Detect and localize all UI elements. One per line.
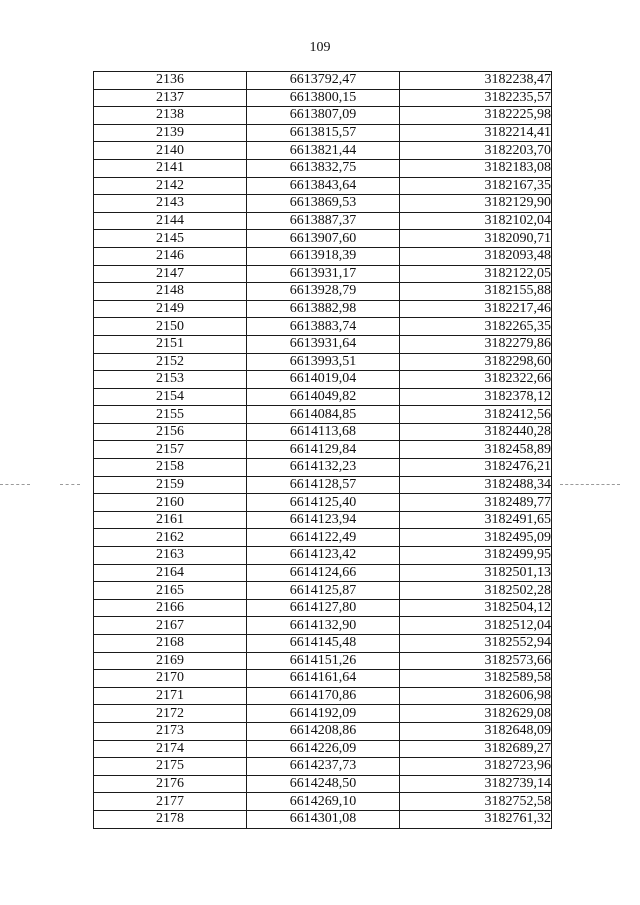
table-row (94, 265, 552, 283)
y-coordinate-cell: 3182739,14 (400, 775, 552, 793)
point-number-cell: 2142 (94, 177, 247, 195)
x-coordinate-cell: 6614248,50 (247, 775, 400, 793)
table-row (94, 547, 552, 565)
table-row (94, 511, 552, 529)
y-coordinate-cell: 3182573,66 (400, 652, 552, 670)
table-row (94, 423, 552, 441)
y-coordinate-cell: 3182265,35 (400, 318, 552, 336)
point-number-cell: 2170 (94, 670, 247, 688)
y-coordinate-cell: 3182491,65 (400, 511, 552, 529)
y-coordinate-cell: 3182093,48 (400, 247, 552, 265)
x-coordinate-cell: 6613928,79 (247, 283, 400, 301)
point-number-cell: 2165 (94, 582, 247, 600)
table-row (94, 670, 552, 688)
table-row (94, 687, 552, 705)
table-row (94, 212, 552, 230)
table-row (94, 300, 552, 318)
table-row (94, 775, 552, 793)
x-coordinate-cell: 6614145,48 (247, 635, 400, 653)
point-number-cell: 2149 (94, 300, 247, 318)
x-coordinate-cell: 6614125,87 (247, 582, 400, 600)
x-coordinate-cell: 6614208,86 (247, 722, 400, 740)
point-number-cell: 2178 (94, 810, 247, 828)
point-number-cell: 2143 (94, 195, 247, 213)
x-coordinate-cell: 6613883,74 (247, 318, 400, 336)
table-row (94, 283, 552, 301)
scan-fold-mark-left-inner (60, 484, 80, 486)
x-coordinate-cell: 6614226,09 (247, 740, 400, 758)
table-row (94, 107, 552, 125)
table-row (94, 652, 552, 670)
table-row (94, 72, 552, 90)
table-row (94, 247, 552, 265)
table-row (94, 230, 552, 248)
y-coordinate-cell: 3182512,04 (400, 617, 552, 635)
y-coordinate-cell: 3182214,41 (400, 124, 552, 142)
table-row (94, 793, 552, 811)
table-row (94, 635, 552, 653)
x-coordinate-cell: 6613815,57 (247, 124, 400, 142)
y-coordinate-cell: 3182235,57 (400, 89, 552, 107)
x-coordinate-cell: 6614019,04 (247, 371, 400, 389)
table-row (94, 459, 552, 477)
y-coordinate-cell: 3182501,13 (400, 564, 552, 582)
point-number-cell: 2169 (94, 652, 247, 670)
point-number-cell: 2172 (94, 705, 247, 723)
point-number-cell: 2168 (94, 635, 247, 653)
y-coordinate-cell: 3182552,94 (400, 635, 552, 653)
x-coordinate-cell: 6613993,51 (247, 353, 400, 371)
x-coordinate-cell: 6614084,85 (247, 406, 400, 424)
point-number-cell: 2158 (94, 459, 247, 477)
y-coordinate-cell: 3182155,88 (400, 283, 552, 301)
point-number-cell: 2156 (94, 423, 247, 441)
point-number-cell: 2174 (94, 740, 247, 758)
table-row (94, 494, 552, 512)
point-number-cell: 2160 (94, 494, 247, 512)
x-coordinate-cell: 6613907,60 (247, 230, 400, 248)
table-row (94, 124, 552, 142)
y-coordinate-cell: 3182488,34 (400, 476, 552, 494)
y-coordinate-cell: 3182298,60 (400, 353, 552, 371)
table-row (94, 195, 552, 213)
table-row (94, 353, 552, 371)
y-coordinate-cell: 3182589,58 (400, 670, 552, 688)
y-coordinate-cell: 3182378,12 (400, 388, 552, 406)
point-number-cell: 2146 (94, 247, 247, 265)
y-coordinate-cell: 3182458,89 (400, 441, 552, 459)
point-number-cell: 2167 (94, 617, 247, 635)
point-number-cell: 2154 (94, 388, 247, 406)
x-coordinate-cell: 6614124,66 (247, 564, 400, 582)
y-coordinate-cell: 3182489,77 (400, 494, 552, 512)
table-row (94, 740, 552, 758)
scan-fold-mark-left (0, 484, 30, 486)
table-row (94, 89, 552, 107)
y-coordinate-cell: 3182504,12 (400, 599, 552, 617)
x-coordinate-cell: 6614161,64 (247, 670, 400, 688)
point-number-cell: 2138 (94, 107, 247, 125)
coordinates-table-body (94, 72, 552, 829)
y-coordinate-cell: 3182238,47 (400, 72, 552, 90)
y-coordinate-cell: 3182440,28 (400, 423, 552, 441)
y-coordinate-cell: 3182723,96 (400, 758, 552, 776)
x-coordinate-cell: 6614123,94 (247, 511, 400, 529)
table-row (94, 177, 552, 195)
table-row (94, 617, 552, 635)
y-coordinate-cell: 3182129,90 (400, 195, 552, 213)
coordinates-table (93, 71, 552, 829)
y-coordinate-cell: 3182167,35 (400, 177, 552, 195)
y-coordinate-cell: 3182183,08 (400, 159, 552, 177)
x-coordinate-cell: 6614301,08 (247, 810, 400, 828)
page-number: 109 (309, 40, 331, 55)
point-number-cell: 2153 (94, 371, 247, 389)
point-number-cell: 2140 (94, 142, 247, 160)
x-coordinate-cell: 6614049,82 (247, 388, 400, 406)
x-coordinate-cell: 6614122,49 (247, 529, 400, 547)
x-coordinate-cell: 6613931,17 (247, 265, 400, 283)
x-coordinate-cell: 6614151,26 (247, 652, 400, 670)
point-number-cell: 2148 (94, 283, 247, 301)
x-coordinate-cell: 6613918,39 (247, 247, 400, 265)
x-coordinate-cell: 6613931,64 (247, 335, 400, 353)
point-number-cell: 2166 (94, 599, 247, 617)
y-coordinate-cell: 3182090,71 (400, 230, 552, 248)
point-number-cell: 2150 (94, 318, 247, 336)
y-coordinate-cell: 3182752,58 (400, 793, 552, 811)
point-number-cell: 2164 (94, 564, 247, 582)
y-coordinate-cell: 3182629,08 (400, 705, 552, 723)
scan-fold-mark-right (560, 484, 620, 486)
y-coordinate-cell: 3182102,04 (400, 212, 552, 230)
table-row (94, 318, 552, 336)
y-coordinate-cell: 3182499,95 (400, 547, 552, 565)
y-coordinate-cell: 3182122,05 (400, 265, 552, 283)
point-number-cell: 2137 (94, 89, 247, 107)
table-row (94, 388, 552, 406)
table-row (94, 722, 552, 740)
table-row (94, 335, 552, 353)
x-coordinate-cell: 6613832,75 (247, 159, 400, 177)
x-coordinate-cell: 6613807,09 (247, 107, 400, 125)
point-number-cell: 2176 (94, 775, 247, 793)
x-coordinate-cell: 6614269,10 (247, 793, 400, 811)
x-coordinate-cell: 6614170,86 (247, 687, 400, 705)
table-row (94, 582, 552, 600)
table-row (94, 758, 552, 776)
x-coordinate-cell: 6614127,80 (247, 599, 400, 617)
x-coordinate-cell: 6613792,47 (247, 72, 400, 90)
x-coordinate-cell: 6613869,53 (247, 195, 400, 213)
point-number-cell: 2177 (94, 793, 247, 811)
y-coordinate-cell: 3182225,98 (400, 107, 552, 125)
y-coordinate-cell: 3182322,66 (400, 371, 552, 389)
point-number-cell: 2159 (94, 476, 247, 494)
point-number-cell: 2152 (94, 353, 247, 371)
table-row (94, 371, 552, 389)
y-coordinate-cell: 3182217,46 (400, 300, 552, 318)
point-number-cell: 2144 (94, 212, 247, 230)
y-coordinate-cell: 3182606,98 (400, 687, 552, 705)
y-coordinate-cell: 3182689,27 (400, 740, 552, 758)
point-number-cell: 2136 (94, 72, 247, 90)
point-number-cell: 2147 (94, 265, 247, 283)
y-coordinate-cell: 3182761,32 (400, 810, 552, 828)
y-coordinate-cell: 3182502,28 (400, 582, 552, 600)
x-coordinate-cell: 6614128,57 (247, 476, 400, 494)
x-coordinate-cell: 6614129,84 (247, 441, 400, 459)
table-row (94, 142, 552, 160)
table-row (94, 705, 552, 723)
point-number-cell: 2163 (94, 547, 247, 565)
point-number-cell: 2141 (94, 159, 247, 177)
y-coordinate-cell: 3182495,09 (400, 529, 552, 547)
x-coordinate-cell: 6613843,64 (247, 177, 400, 195)
point-number-cell: 2155 (94, 406, 247, 424)
x-coordinate-cell: 6614113,68 (247, 423, 400, 441)
y-coordinate-cell: 3182476,21 (400, 459, 552, 477)
point-number-cell: 2173 (94, 722, 247, 740)
y-coordinate-cell: 3182412,56 (400, 406, 552, 424)
point-number-cell: 2145 (94, 230, 247, 248)
point-number-cell: 2161 (94, 511, 247, 529)
point-number-cell: 2139 (94, 124, 247, 142)
x-coordinate-cell: 6614192,09 (247, 705, 400, 723)
point-number-cell: 2175 (94, 758, 247, 776)
table-row (94, 599, 552, 617)
table-row (94, 406, 552, 424)
x-coordinate-cell: 6613887,37 (247, 212, 400, 230)
table-row (94, 529, 552, 547)
table-row (94, 441, 552, 459)
table-row (94, 564, 552, 582)
x-coordinate-cell: 6614132,23 (247, 459, 400, 477)
x-coordinate-cell: 6613821,44 (247, 142, 400, 160)
table-row (94, 476, 552, 494)
y-coordinate-cell: 3182279,86 (400, 335, 552, 353)
point-number-cell: 2157 (94, 441, 247, 459)
x-coordinate-cell: 6614132,90 (247, 617, 400, 635)
point-number-cell: 2171 (94, 687, 247, 705)
point-number-cell: 2151 (94, 335, 247, 353)
table-row (94, 159, 552, 177)
y-coordinate-cell: 3182203,70 (400, 142, 552, 160)
x-coordinate-cell: 6614123,42 (247, 547, 400, 565)
table-row (94, 810, 552, 828)
x-coordinate-cell: 6613800,15 (247, 89, 400, 107)
y-coordinate-cell: 3182648,09 (400, 722, 552, 740)
x-coordinate-cell: 6614125,40 (247, 494, 400, 512)
point-number-cell: 2162 (94, 529, 247, 547)
x-coordinate-cell: 6614237,73 (247, 758, 400, 776)
x-coordinate-cell: 6613882,98 (247, 300, 400, 318)
